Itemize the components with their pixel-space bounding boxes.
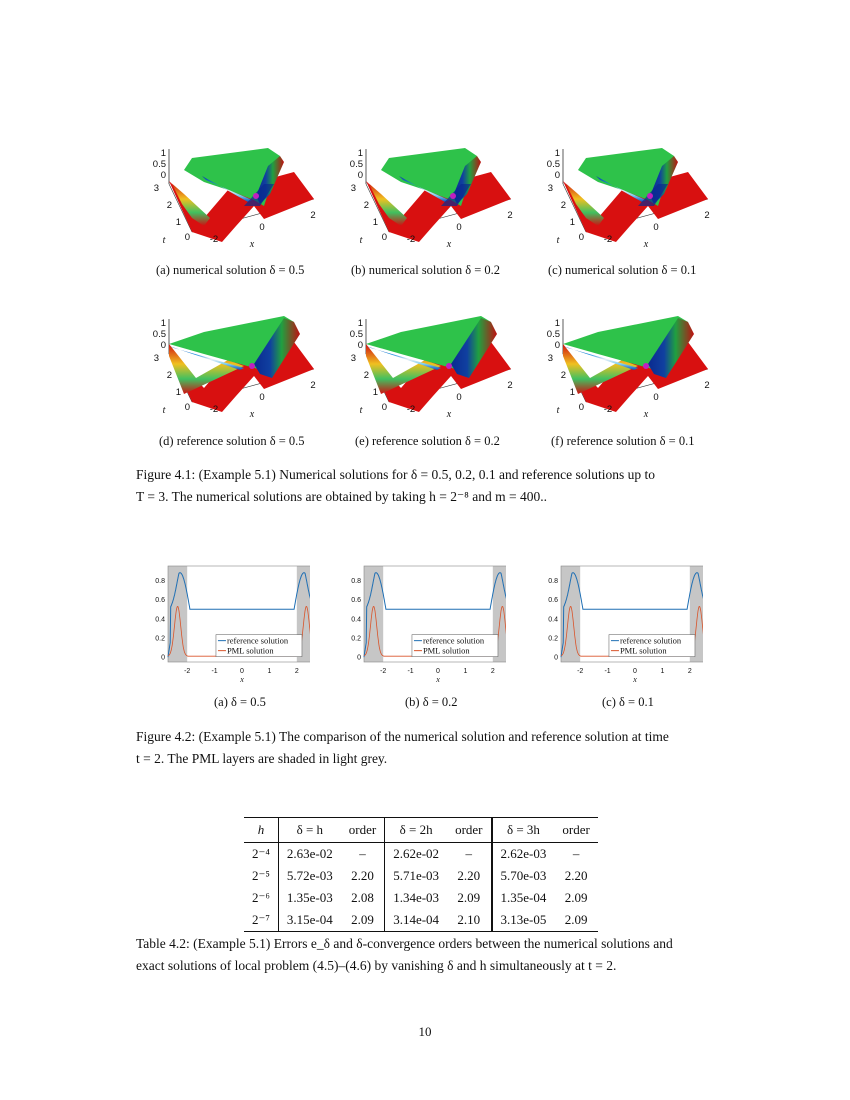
y-tick-label: 2 [166, 200, 172, 211]
x-tick-label: -2 [406, 404, 416, 415]
x-tick-label: -2 [184, 668, 191, 675]
x-tick-label: -2 [209, 404, 219, 415]
subcaption-c: (c) numerical solution δ = 0.1 [548, 263, 697, 277]
table-cell: 2.62e-03 [492, 843, 555, 866]
table-cell: 5.71e-03 [385, 865, 447, 887]
comparison-plot [140, 562, 310, 684]
x-tick-label: -2 [603, 404, 613, 415]
x-tick-label: 1 [660, 668, 665, 675]
z-tick-label: 0 [554, 170, 560, 181]
z-tick-label: 1 [160, 148, 166, 159]
y-tick-label: 0 [184, 232, 190, 243]
z-tick-label: 0.5 [152, 329, 166, 340]
subcaption-b: (b) numerical solution δ = 0.2 [351, 263, 501, 277]
z-tick-label: 0 [554, 340, 560, 351]
z-tick-label: 0.5 [546, 329, 560, 340]
figure-4-2-caption-line1: Figure 4.2: (Example 5.1) The comparison of the numerical solution and reference solution at time [136, 729, 669, 744]
surface-svg [538, 144, 713, 264]
y-tick-label: 0 [578, 402, 584, 413]
y-tick-label: 3 [153, 353, 159, 364]
t-axis-label: t [556, 235, 560, 246]
x-tick-label: -2 [603, 234, 613, 245]
table-cell: 2.09 [341, 909, 385, 932]
surface-peak-marker [253, 193, 259, 199]
subcaption-d: (d) reference solution δ = 0.5 [159, 434, 305, 448]
surface-svg [341, 144, 516, 264]
table-cell: 1.34e-03 [385, 887, 447, 909]
x-axis-label: x [240, 675, 244, 684]
x-tick-label: -1 [604, 668, 611, 675]
surface-plot-reference [341, 314, 516, 434]
y-tick-label: 3 [547, 183, 553, 194]
subcaption-2b: (b) δ = 0.2 [405, 695, 458, 709]
table-header-cell: δ = 2h [385, 818, 447, 843]
table-4-2-caption [136, 933, 736, 977]
x-axis-label: x [643, 239, 649, 250]
surface-svg [144, 144, 319, 264]
table-cell: 2.09 [564, 890, 588, 905]
x-axis-label: x [249, 409, 255, 420]
table-header-cell: h [244, 818, 278, 843]
z-tick-label: 0 [357, 340, 363, 351]
table-cell: 3.15e-04 [278, 909, 340, 932]
table-cell: 2.20 [564, 868, 588, 883]
table-cell: 2.09 [457, 890, 481, 905]
legend [609, 635, 695, 657]
legend-label-pml: PML solution [619, 645, 667, 656]
table-cell: 2⁻⁷ [244, 909, 278, 932]
z-tick-label: 1 [357, 318, 363, 329]
z-tick-label: 1 [554, 148, 560, 159]
t-axis-label: t [162, 235, 166, 246]
table-row [244, 865, 598, 887]
z-tick-label: 0.5 [349, 159, 363, 170]
x-tick-label: 0 [259, 392, 265, 403]
legend [216, 635, 302, 657]
x-tick-label: 2 [310, 380, 316, 391]
comparison-svg [140, 562, 310, 684]
figure-4-1-caption-line1: Figure 4.1: (Example 5.1) Numerical solutions for δ = 0.5, 0.2, 0.1 and reference solutions up to [136, 467, 655, 482]
table-cell: 2.63e-02 [278, 843, 340, 866]
table-cell: 2.20 [457, 868, 481, 883]
y-tick-label: 2 [363, 200, 369, 211]
y-tick-label: 0.4 [155, 616, 165, 624]
y-tick-label: 0 [578, 232, 584, 243]
y-tick-label: 3 [350, 353, 356, 364]
x-tick-label: 2 [490, 668, 495, 675]
table-header-row [244, 818, 598, 843]
z-tick-label: 1 [160, 318, 166, 329]
comparison-plot [533, 562, 703, 684]
y-tick-label: 3 [547, 353, 553, 364]
z-tick-label: 1 [357, 148, 363, 159]
table-cell: 1.35e-03 [278, 887, 340, 909]
x-axis-label: x [643, 409, 649, 420]
y-tick-label: 0.8 [548, 577, 558, 585]
y-tick-label: 0.6 [548, 597, 558, 605]
z-tick-label: 0 [357, 170, 363, 181]
table-cell: 2⁻⁴ [252, 846, 270, 861]
y-tick-label: 0 [554, 654, 558, 662]
legend-label-pml: PML solution [226, 645, 274, 656]
surface-plot-numerical [144, 144, 319, 264]
x-tick-label: 2 [507, 380, 513, 391]
y-tick-label: 3 [350, 183, 356, 194]
y-tick-label: 0.8 [351, 577, 361, 585]
t-axis-label: t [359, 235, 363, 246]
surface-plot-reference [144, 314, 319, 434]
x-tick-label: -2 [209, 234, 219, 245]
y-tick-label: 3 [153, 183, 159, 194]
table-cell: 5.70e-03 [492, 865, 555, 887]
comparison-plot [336, 562, 506, 684]
x-tick-label: 2 [704, 210, 710, 221]
z-tick-label: 0.5 [349, 329, 363, 340]
table-cell: – [572, 846, 580, 861]
surface-svg [341, 314, 516, 434]
x-axis-label: x [446, 239, 452, 250]
table-cell: 2.09 [554, 909, 597, 932]
y-tick-label: 0.4 [548, 616, 558, 624]
surface-svg [538, 314, 713, 434]
y-tick-label: 0.2 [351, 635, 361, 643]
z-tick-label: 0.5 [152, 159, 166, 170]
x-tick-label: 0 [240, 668, 244, 675]
x-axis-label: x [436, 675, 440, 684]
t-axis-label: t [359, 405, 363, 416]
subcaption-a: (a) numerical solution δ = 0.5 [156, 263, 305, 277]
y-tick-label: 1 [175, 387, 181, 398]
y-tick-label: 2 [560, 370, 566, 381]
z-tick-label: 1 [554, 318, 560, 329]
table-header-cell: order [341, 818, 385, 843]
x-tick-label: 0 [436, 668, 440, 675]
table-row [244, 887, 598, 909]
z-tick-label: 0 [160, 170, 166, 181]
x-tick-label: 0 [456, 392, 462, 403]
legend-label-pml: PML solution [422, 645, 470, 656]
y-tick-label: 0.6 [155, 597, 165, 605]
figure-4-2-caption-line2: t = 2. The PML layers are shaded in light grey. [136, 751, 388, 766]
y-tick-label: 2 [560, 200, 566, 211]
x-tick-label: 0 [653, 392, 659, 403]
table-row [244, 909, 598, 932]
table-cell: 2.20 [351, 868, 374, 883]
legend [412, 635, 498, 657]
z-tick-label: 0 [160, 340, 166, 351]
page-number: 10 [418, 1024, 432, 1039]
y-tick-label: 2 [363, 370, 369, 381]
surface-svg [144, 314, 319, 434]
surface-peak-marker [643, 363, 649, 369]
figure-4-1-caption [136, 464, 736, 508]
z-tick-label: 0.5 [546, 159, 560, 170]
legend-label-reference: reference solution [226, 635, 289, 646]
y-tick-label: 0 [357, 654, 361, 662]
table-4-2-caption-line2: exact solutions of local problem (4.5)–(4.6) by vanishing δ and h simultaneously at t = 2. [136, 958, 617, 973]
subcaption-f: (f) reference solution δ = 0.1 [551, 434, 695, 448]
table-cell: – [465, 846, 473, 861]
table-cell: 1.35e-04 [492, 887, 555, 909]
x-axis-label: x [446, 409, 452, 420]
table-cell: – [359, 846, 366, 861]
table-4-2-caption-line1: Table 4.2: (Example 5.1) Errors e_δ and δ-convergence orders between the numerical solutions and [136, 936, 673, 951]
y-tick-label: 0.8 [155, 577, 165, 585]
table-header-cell: order [554, 818, 597, 843]
y-tick-label: 0.4 [351, 616, 361, 624]
y-tick-label: 0 [161, 654, 165, 662]
x-tick-label: 0 [259, 222, 265, 233]
x-axis-label: x [633, 675, 637, 684]
surface-peak-marker [446, 363, 452, 369]
surface-peak-marker [647, 193, 653, 199]
table-header-cell: δ = h [278, 818, 340, 843]
t-axis-label: t [556, 405, 560, 416]
y-tick-label: 1 [372, 387, 378, 398]
y-tick-label: 1 [372, 217, 378, 228]
x-axis-label: x [249, 239, 255, 250]
x-tick-label: -1 [211, 668, 218, 675]
surface-peak-marker [450, 193, 456, 199]
x-tick-label: -1 [407, 668, 414, 675]
y-tick-label: 0 [381, 232, 387, 243]
subcaption-2c: (c) δ = 0.1 [602, 695, 654, 709]
x-tick-label: 2 [294, 668, 299, 675]
x-tick-label: 2 [310, 210, 316, 221]
table-cell: 2⁻⁶ [252, 890, 270, 905]
legend-label-reference: reference solution [619, 635, 682, 646]
x-tick-label: 0 [456, 222, 462, 233]
surface-plot-reference [538, 314, 713, 434]
table-cell: 2⁻⁵ [252, 868, 270, 883]
x-tick-label: -2 [380, 668, 387, 675]
figure-4-2-caption [136, 726, 736, 770]
y-tick-label: 0 [381, 402, 387, 413]
t-axis-label: t [162, 405, 166, 416]
x-tick-label: 2 [507, 210, 513, 221]
x-tick-label: -2 [577, 668, 584, 675]
y-tick-label: 2 [166, 370, 172, 381]
y-tick-label: 1 [175, 217, 181, 228]
table-cell: 3.13e-05 [492, 909, 555, 932]
comparison-svg [533, 562, 703, 684]
error-table [244, 817, 598, 932]
y-tick-label: 0.2 [155, 635, 165, 643]
legend-label-reference: reference solution [422, 635, 485, 646]
surface-peak-marker [249, 363, 255, 369]
table-header-cell: order [447, 818, 491, 843]
x-tick-label: 1 [267, 668, 272, 675]
table-row [244, 843, 598, 866]
table-header-cell: δ = 3h [492, 818, 555, 843]
surface-plot-numerical [341, 144, 516, 264]
x-tick-label: 2 [687, 668, 692, 675]
y-tick-label: 0 [184, 402, 190, 413]
y-tick-label: 0.6 [351, 597, 361, 605]
y-tick-label: 0.2 [548, 635, 558, 643]
x-tick-label: 0 [633, 668, 637, 675]
subcaption-e: (e) reference solution δ = 0.2 [355, 434, 500, 448]
table-cell: 2.08 [351, 890, 374, 905]
x-tick-label: 1 [463, 668, 468, 675]
figure-4-1-caption-line2: T = 3. The numerical solutions are obtained by taking h = 2⁻⁸ and m = 400.. [136, 489, 547, 504]
table-cell: 5.72e-03 [278, 865, 340, 887]
table-cell: 3.14e-04 [385, 909, 447, 932]
table-cell: 2.62e-02 [385, 843, 447, 866]
x-tick-label: 2 [704, 380, 710, 391]
y-tick-label: 1 [569, 217, 575, 228]
x-tick-label: -2 [406, 234, 416, 245]
surface-plot-numerical [538, 144, 713, 264]
x-tick-label: 0 [653, 222, 659, 233]
subcaption-2a: (a) δ = 0.5 [214, 695, 266, 709]
y-tick-label: 1 [569, 387, 575, 398]
table-cell: 2.10 [447, 909, 491, 932]
comparison-svg [336, 562, 506, 684]
